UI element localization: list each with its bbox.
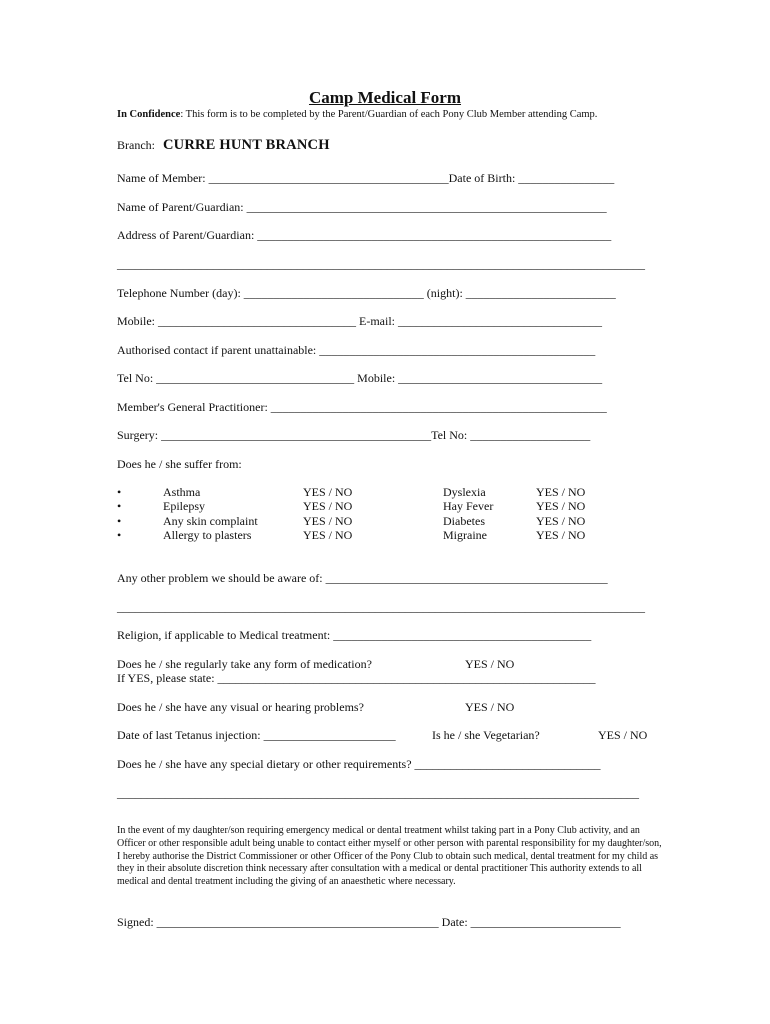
address-field-line2[interactable]: ________________________________________________________________________________________ — [117, 257, 645, 271]
vegetarian-question: Is he / she Vegetarian? — [432, 728, 540, 742]
surgery-field[interactable]: Surgery: _____________________________________________Tel No: ____________________ — [117, 428, 591, 442]
authority-paragraph: In the event of my daughter/son requiring emergency medical or dental treatment whilst taking part in a Pony Club activity, and an Officer or other responsible adult being unable to contact either myself or other person with parental responsibility for my daughter/son, I hereby authorise the District Commissioner or other Officer of the Pony Club to obtain such medical, dental treatment for my child as they in their absolute discretion think necessary after consultation with a medical or dental practitioner This authority extends to all medical and dental treatment including the giving of an anaesthetic where necessary. — [117, 825, 662, 888]
dietary-field-line2[interactable]: _______________________________________________________________________________________ — [117, 786, 639, 800]
dietary-field[interactable]: Does he / she have any special dietary or other requirements? _______________________________ — [117, 757, 601, 771]
condition-row — [117, 485, 121, 499]
visual-question: Does he / she have any visual or hearing problems? — [117, 700, 364, 714]
branch-label: Branch: — [117, 138, 155, 152]
condition-row — [117, 499, 121, 513]
tel-mobile-field[interactable]: Tel No: _________________________________ Mobile: __________________________________ — [117, 371, 603, 385]
other-problem-field-line2[interactable]: ________________________________________________________________________________________ — [117, 600, 645, 614]
condition-name: Migraine — [443, 528, 487, 542]
member-name-field[interactable]: Name of Member: ________________________________________Date of Birth: ________________ — [117, 171, 615, 185]
condition-name: Any skin complaint — [163, 514, 258, 528]
other-problem-field[interactable]: Any other problem we should be aware of: _______________________________________________ — [117, 571, 608, 585]
condition-name: Diabetes — [443, 514, 485, 528]
gp-field[interactable]: Member's General Practitioner: ________________________________________________________ — [117, 400, 607, 414]
condition-name: Asthma — [163, 485, 201, 499]
condition-answer[interactable]: YES / NO — [536, 528, 586, 542]
condition-row — [117, 528, 121, 542]
bullet: • — [117, 528, 122, 542]
suffer-label: Does he / she suffer from: — [117, 457, 242, 471]
condition-answer[interactable]: YES / NO — [536, 485, 586, 499]
tetanus-field[interactable]: Date of last Tetanus injection: ______________________ — [117, 728, 396, 742]
branch-value: CURRE HUNT BRANCH — [163, 137, 330, 153]
form-title: Camp Medical Form — [308, 88, 462, 107]
medication-answer[interactable]: YES / NO — [465, 657, 515, 671]
condition-answer[interactable]: YES / NO — [536, 499, 586, 513]
visual-answer[interactable]: YES / NO — [465, 700, 515, 714]
condition-name: Epilepsy — [163, 499, 205, 513]
condition-answer[interactable]: YES / NO — [303, 528, 353, 542]
condition-answer[interactable]: YES / NO — [536, 514, 586, 528]
condition-row — [117, 514, 121, 528]
telephone-field[interactable]: Telephone Number (day): ______________________________ (night): _________________________ — [117, 286, 616, 300]
condition-answer[interactable]: YES / NO — [303, 499, 353, 513]
condition-name: Hay Fever — [443, 499, 494, 513]
branch-row — [117, 136, 330, 154]
mobile-email-field[interactable]: Mobile: _________________________________ E-mail: __________________________________ — [117, 314, 602, 328]
bullet: • — [117, 499, 122, 513]
condition-name: Allergy to plasters — [163, 528, 252, 542]
condition-answer[interactable]: YES / NO — [303, 514, 353, 528]
bullet: • — [117, 514, 122, 528]
condition-name: Dyslexia — [443, 485, 486, 499]
parent-name-field[interactable]: Name of Parent/Guardian: ____________________________________________________________ — [117, 200, 607, 214]
bullet: • — [117, 485, 122, 499]
authorised-contact-field[interactable]: Authorised contact if parent unattainable: ______________________________________________ — [117, 343, 596, 357]
vegetarian-answer[interactable]: YES / NO — [598, 728, 648, 742]
address-field[interactable]: Address of Parent/Guardian: ___________________________________________________________ — [117, 228, 612, 242]
signature-date-field[interactable]: Signed: _______________________________________________ Date: _________________________ — [117, 915, 621, 929]
confidence-note — [117, 109, 597, 120]
medication-question: Does he / she regularly take any form of medication? — [117, 657, 372, 671]
religion-field[interactable]: Religion, if applicable to Medical treatment: ___________________________________________ — [117, 628, 592, 642]
confidence-label: In Confidence — [117, 109, 181, 120]
medication-details-field[interactable]: If YES, please state: _______________________________________________________________ — [117, 671, 596, 685]
confidence-text: : This form is to be completed by the Parent/Guardian of each Pony Club Member attending Camp. — [180, 109, 598, 120]
condition-answer[interactable]: YES / NO — [303, 485, 353, 499]
